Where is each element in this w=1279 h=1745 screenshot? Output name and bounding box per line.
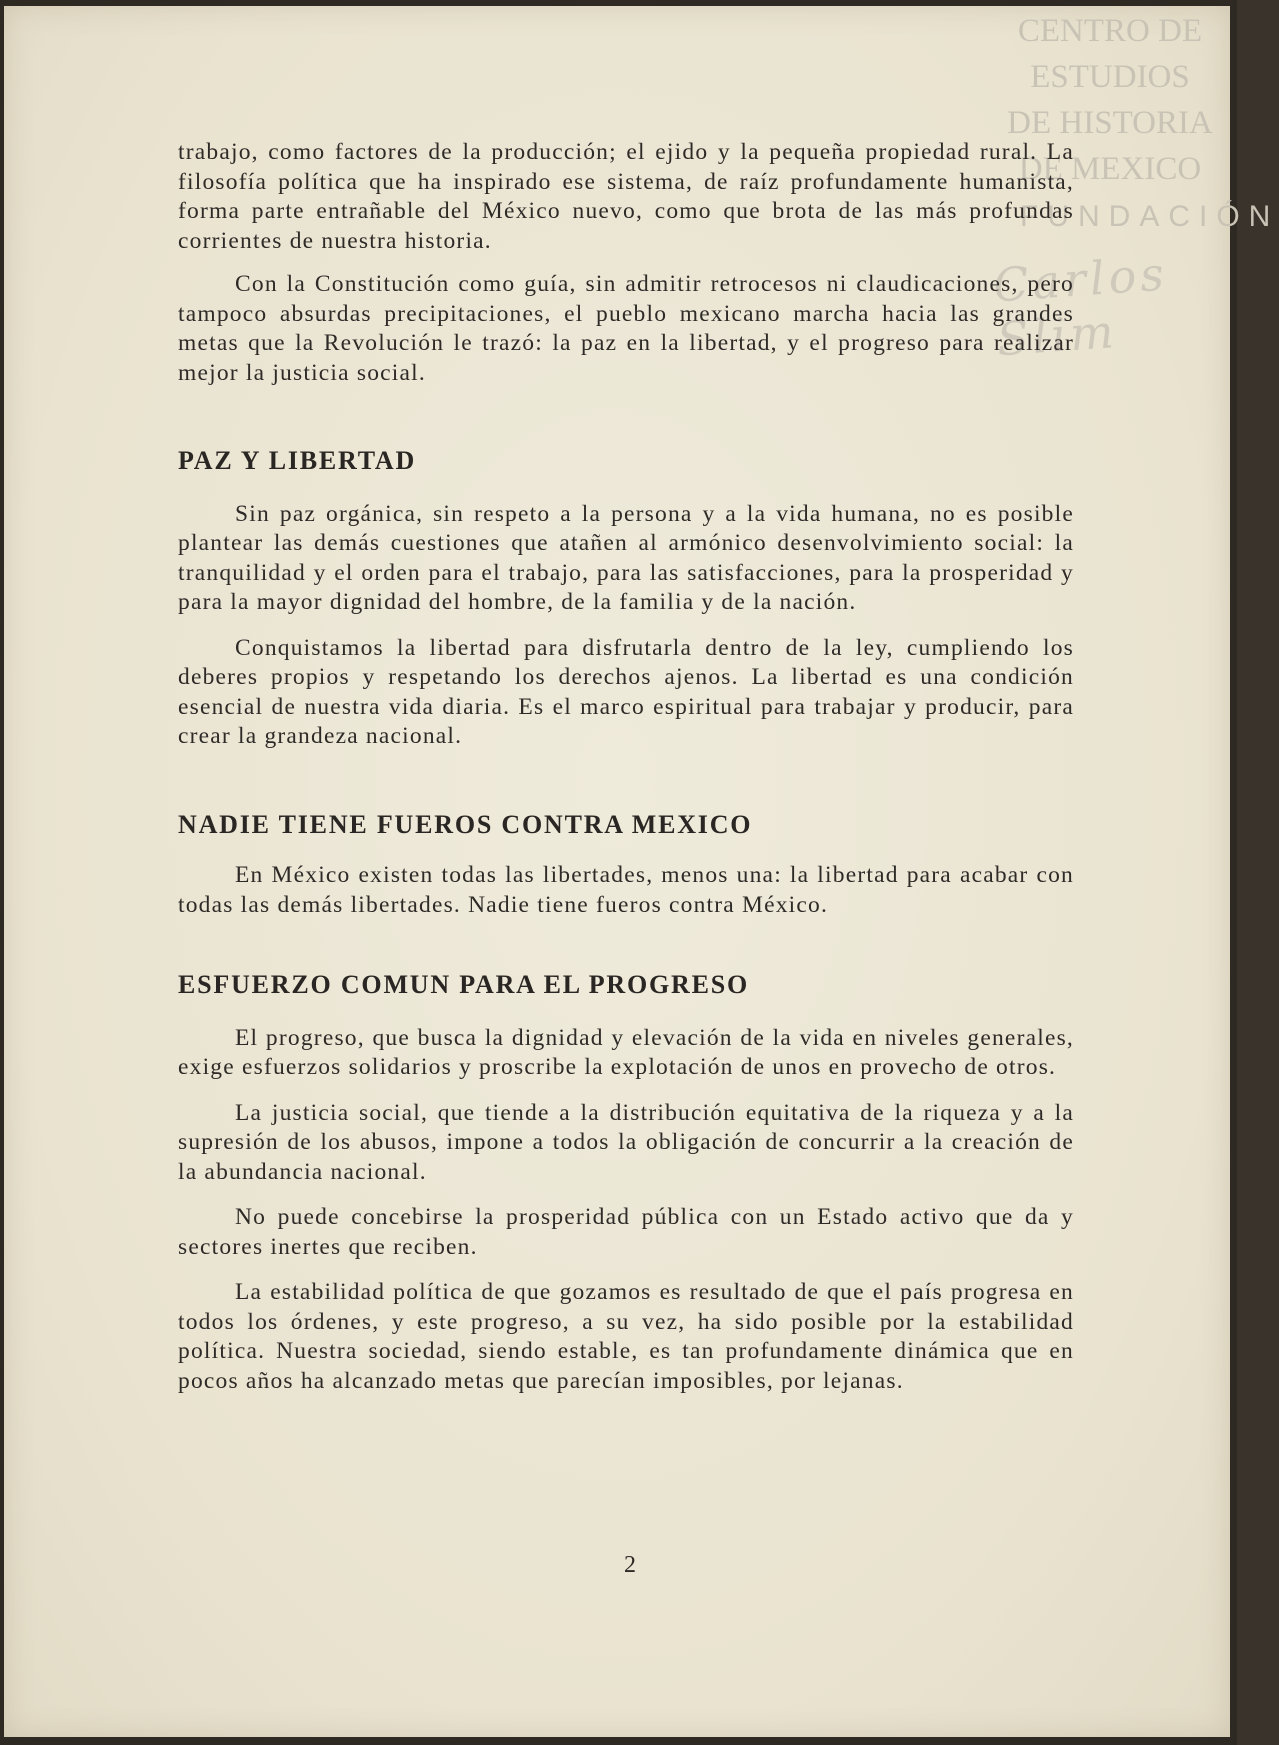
document-body <box>178 138 1074 1396</box>
section-heading-nadie-tiene-fueros: NADIE TIENE FUEROS CONTRA MEXICO <box>178 809 753 839</box>
watermark-signature: Carlos Slim <box>991 246 1170 367</box>
section-heading-esfuerzo-comun: ESFUERZO COMUN PARA EL PROGRESO <box>178 970 750 999</box>
intro-paragraph-2: Con la Constitución como guía, sin admitir retrocesos ni claudicaciones, pero tampoco absurdas precipitaciones, el pueblo mexicano marcha hacia las grandes metas que la Revolución le trazó: la paz en la libertad, y el progreso para realizar mejor la justicia social. <box>178 271 1074 386</box>
intro-paragraph-1: trabajo, como factores de la producción; el ejido y la pequeña propiedad rural. La filosofía política que ha inspirado ese sistema, de raíz profundamente humanista, forma parte entrañable del México nuevo, como que brota de las más profundas corrientes de nuestra historia. <box>178 139 1074 254</box>
watermark-line: DE HISTORIA <box>1007 105 1213 141</box>
paz-paragraph-2: Conquistamos la libertad para disfrutarla dentro de la ley, cumpliendo los deberes propios y respetando los derechos ajenos. La libertad es una condición esencial de nuestra vida diaria. Es el marco espiritual para trabajar y producir, para crear la grandeza nacional. <box>178 634 1074 749</box>
watermark-line: ESTUDIOS <box>1030 59 1190 95</box>
section-heading-paz-y-libertad: PAZ Y LIBERTAD <box>178 446 417 475</box>
watermark-fundacion: FUNDACIÓN <box>1020 200 1279 233</box>
watermark-line: DE MEXICO <box>1018 151 1202 187</box>
esfuerzo-paragraph-4: La estabilidad política de que gozamos es resultado de que el país progresa en todos los órdenes, y este progreso, a su vez, ha sido posible por la estabilidad política. Nuestra sociedad, siendo estable, es tan profundamente dinámica que en pocos años ha alcanzado metas que parecían imposibles, por lejanas. <box>178 1279 1074 1394</box>
esfuerzo-paragraph-2: La justicia social, que tiende a la distribución equitativa de la riqueza y a la supresión de los abusos, impone a todos la obligación de concurrir a la creación de la abundancia nacional. <box>178 1099 1074 1185</box>
page-number: 2 <box>624 1552 636 1578</box>
esfuerzo-paragraph-1: El progreso, que busca la dignidad y elevación de la vida en niveles generales, exige esfuerzos solidarios y proscribe la explotación de unos en provecho de otros. <box>178 1024 1074 1080</box>
esfuerzo-paragraph-3: No puede concebirse la prosperidad pública con un Estado activo que da y sectores inertes que reciben. <box>178 1204 1074 1260</box>
paz-paragraph-1: Sin paz orgánica, sin respeto a la persona y a la vida humana, no es posible plantear las demás cuestiones que atañen al armónico desenvolvimiento social: la tranquilidad y el orden para el trabajo, para las satisfacciones, para la prosperidad y para la mayor dignidad del hombre, de la familia y de la nación. <box>178 500 1074 615</box>
nadie-paragraph-1: En México existen todas las libertades, menos una: la libertad para acabar con todas las demás libertades. Nadie tiene fueros contra México. <box>178 862 1074 918</box>
watermark-line: CENTRO DE <box>1017 13 1203 49</box>
